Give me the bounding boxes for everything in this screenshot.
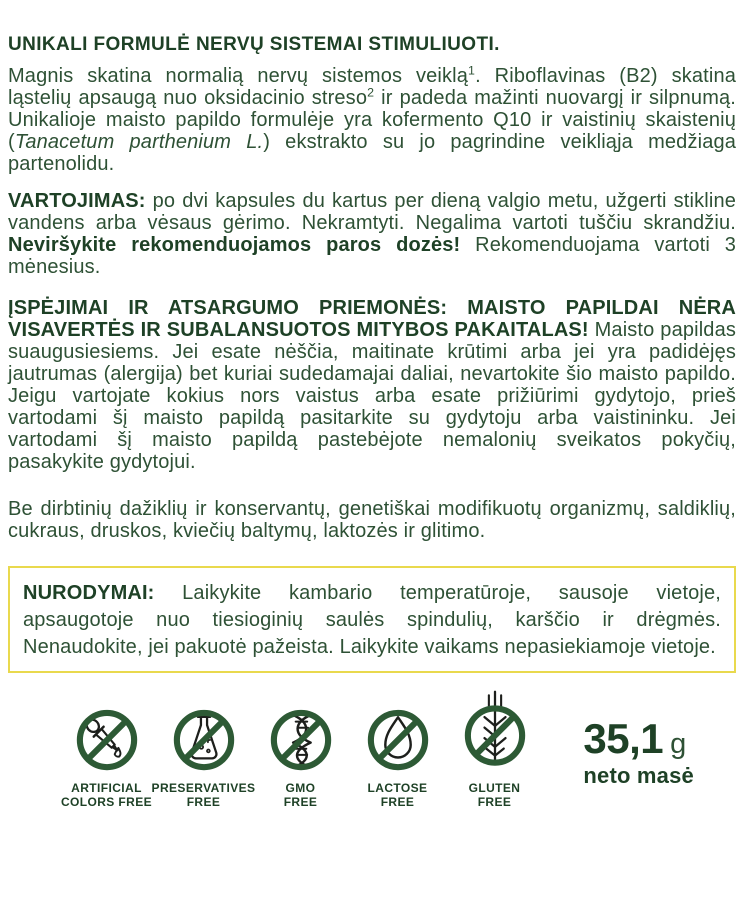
net-weight-label: neto masė	[583, 763, 694, 788]
flask-prohibited-icon	[169, 705, 239, 775]
badge-preservatives-free	[151, 689, 256, 809]
net-weight	[583, 715, 694, 789]
badge-gmo-free	[252, 689, 349, 809]
warnings-paragraph: ĮSPĖJIMAI IR ATSARGUMO PRIEMONĖS: MAISTO PAPILDAI NĖRA VISAVERTĖS IR SUBALANSUOTOS MITYBOS PAKAITALAS! Maisto papildas suaugusiesiems. Jei esate nėščia, maitinate krūtimi arba jei yra padidėjęs jautrumas (alergija) bet kuriai sudedamajai daliai, nevartokite šio maisto papildo. Jeigu vartojate kokius nors vaistus arba esate prižiūrimi gydytojo, prieš vartodami šį maisto papildą pasitarkite su gydytoju arba vaistininku. Jei vartodami šį maisto papildą pastebėjote nemalonių sveikatos pokyčių, pasakykite gydytojui.	[8, 297, 736, 473]
free-from-paragraph: Be dirbtinių dažiklių ir konservantų, genetiškai modifikuotų organizmų, saldiklių, cukraus, druskos, kviečių baltymų, laktozės ir glitimo.	[8, 498, 736, 542]
free-from-badges	[8, 689, 736, 809]
usage-paragraph: VARTOJIMAS: po dvi kapsules du kartus per dieną valgio metu, užgerti stikline vandens arba vėsaus gėrimo. Nekramtyti. Negalima vartoti tuščiu skrandžiu. Neviršykite rekomenduojamos paros dozės! Rekomenduojama vartoti 3 mėnesius.	[8, 190, 736, 278]
storage-paragraph: NURODYMAI: Laikykite kambario temperatūroje, sausoje vietoje, apsaugotoje nuo tiesioginių saulės spindulių, karščio ir drėgmės. Nenaudokite, jei pakuotė pažeista. Laikykite vaikams nepasiekiamoje vietoje.	[23, 582, 721, 658]
badge-gluten-free	[446, 689, 543, 809]
dropper-prohibited-icon	[72, 705, 142, 775]
badge-caption: ARTIFICIAL COLORS FREE	[60, 781, 153, 809]
intro-paragraph: Magnis skatina normalią nervų sistemos veiklą$^1$. Riboflavinas (B2) skatina ląstelių apsaugą nuo oksidacinio streso$^2$ ir padeda mažinti nuovargį ir silpnumą. Unikalioje maisto papildo formulėje yra kofermento Q10 ir vaistinių skaistenių (Tanacetum parthenium L.) ekstrakto su jo pagrindine veikliąja medžiaga partenolidu.	[8, 63, 737, 175]
badge-caption: PRESERVATIVES FREE	[151, 781, 256, 809]
droplet-prohibited-icon	[363, 705, 433, 775]
badge-caption: GLUTEN FREE	[468, 781, 521, 809]
net-weight-value: 35,1	[583, 715, 664, 762]
badge-caption: LACTOSE FREE	[367, 781, 428, 809]
wheat-prohibited-icon	[460, 689, 530, 775]
badge-artificial-colors-free	[58, 689, 155, 809]
dna-prohibited-icon	[266, 705, 336, 775]
page-title: UNIKALI FORMULĖ NERVŲ SISTEMAI STIMULIUOTI.	[8, 34, 500, 55]
storage-instructions-box	[8, 566, 736, 673]
badge-caption: GMO FREE	[283, 781, 318, 809]
net-weight-unit: g	[670, 728, 687, 760]
badge-lactose-free	[349, 689, 446, 809]
